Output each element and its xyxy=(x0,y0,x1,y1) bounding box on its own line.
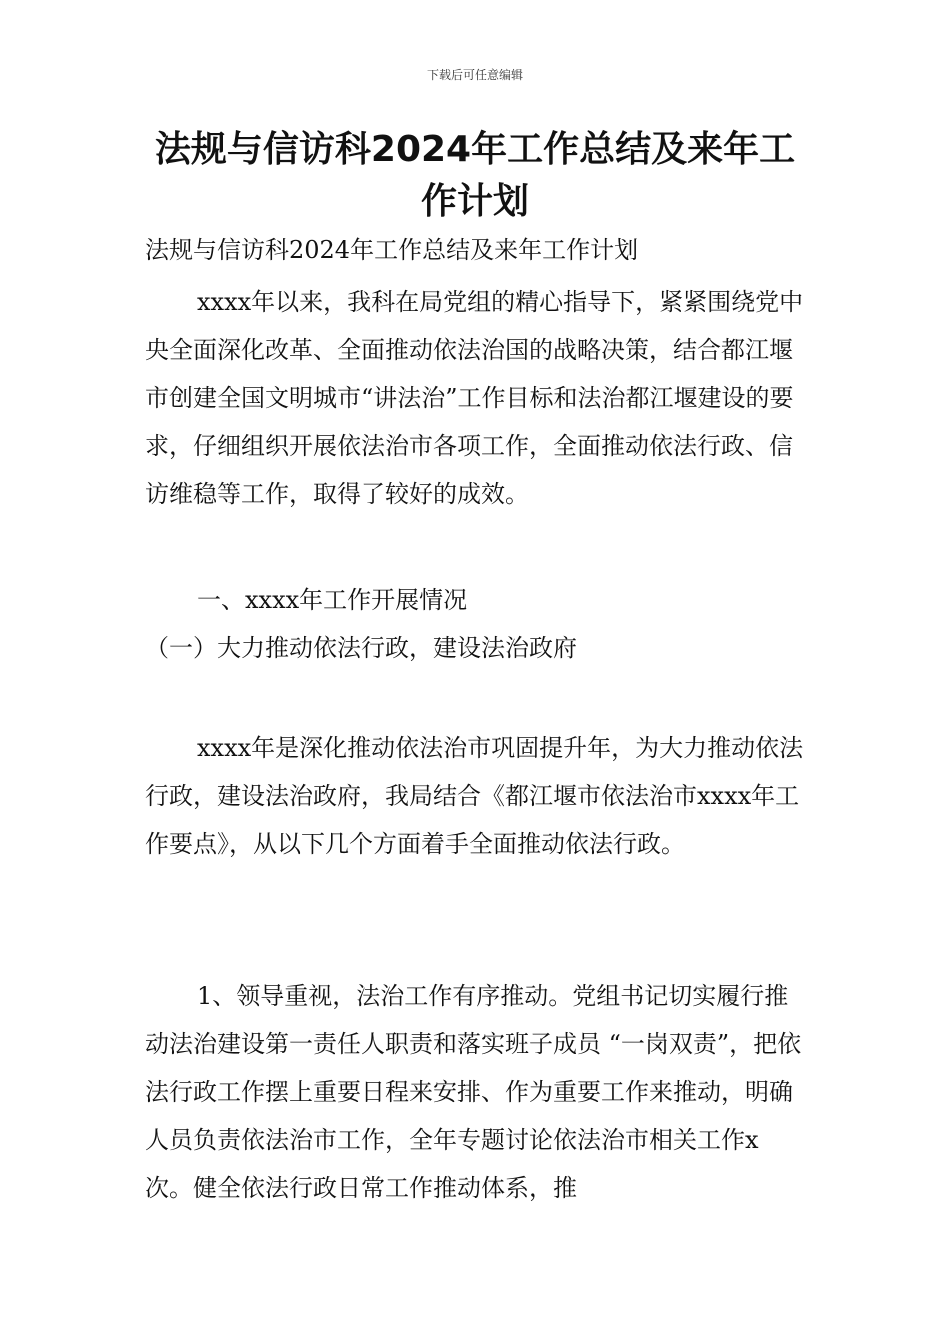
document-subtitle: 法规与信访科2024年工作总结及来年工作计划 xyxy=(145,236,639,264)
document-title: 法规与信访科2024年工作总结及来年工作计划 xyxy=(154,129,796,222)
body-paragraph-2: xxxx年是深化推动依法治市巩固提升年，为大力推动依法行政，建设法治政府，我局结合《都江堰市依法治市xxxx年工作要点》，从以下几个方面着手全面推动依法行政。 xyxy=(145,734,804,858)
section-heading: 一、xxxx年工作开展情况 xyxy=(197,586,468,614)
header-note: 下载后可任意编辑 xyxy=(426,68,523,82)
subsection-heading: （一）大力推动依法行政，建设法治政府 xyxy=(145,634,577,662)
body-paragraph-3: 1、领导重视，法治工作有序推动。党组书记切实履行推动法治建设第一责任人职责和落实班子成员 “一岗双责”，把依法行政工作摆上重要日程来安排、作为重要工作来推动，明确人员负责依法治市工作，全年专题讨论依法治市相关工作x次。健全依法行政日常工作推动体系，推 xyxy=(145,982,802,1202)
intro-paragraph: xxxx年以来，我科在局党组的精心指导下，紧紧围绕党中央全面深化改革、全面推动依法治国的战略决策，结合都江堰市创建全国文明城市“讲法治”工作目标和法治都江堰建设的要求，仔细组织开展依法治市各项工作，全面推动依法行政、信访维稳等工作，取得了较好的成效。 xyxy=(145,288,804,508)
